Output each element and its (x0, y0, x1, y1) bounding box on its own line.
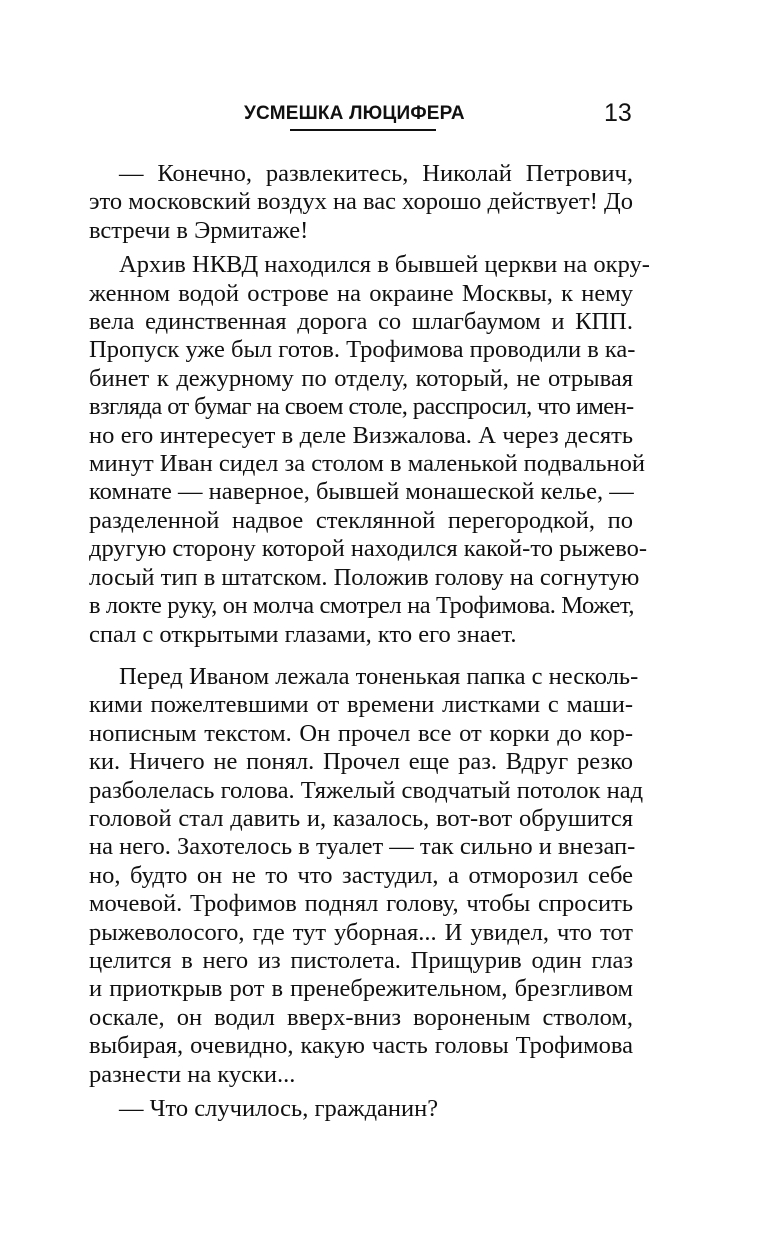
text-line: это московский воздух на вас хорошо действует! До (89, 188, 634, 216)
text-line: вела единственная дорога со шлагбаумом и КПП. (89, 308, 633, 336)
paragraph (89, 160, 633, 245)
text-line: взгляда от бумаг на своем столе, расспросил, что имен- (89, 393, 634, 421)
text-line: Пропуск уже был готов. Трофимова проводили в ка- (89, 336, 636, 364)
text-line: разнести на куски... (89, 1060, 296, 1088)
text-line: разболелась голова. Тяжелый сводчатый потолок над (89, 776, 644, 804)
text-line: но, будто он не то что застудил, а отморозил себе (89, 861, 633, 889)
text-line: кими пожелтевшими от времени листками с маши- (89, 691, 633, 719)
text-line: Архив НКВД находился в бывшей церкви на окру- (119, 251, 650, 279)
text-line: — Что случилось, гражданин? (119, 1095, 439, 1122)
text-line: Перед Иваном лежала тоненькая папка с несколь- (119, 662, 639, 690)
paragraph (89, 662, 644, 1089)
body-text (89, 160, 650, 1123)
text-line: лосый тип в штатском. Положив голову на согнутую (89, 563, 640, 591)
text-line: нописным текстом. Он прочел все от корки до кор- (89, 719, 633, 747)
running-head-title: УСМЕШКА ЛЮЦИФЕРА (244, 103, 465, 124)
running-head-underline (290, 129, 436, 131)
paragraph (89, 1095, 633, 1123)
text-line: ки. Ничего не понял. Прочел еще раз. Вдруг резко (89, 748, 633, 776)
text-line: и приоткрыв рот в пренебрежительном, брезгливом (89, 975, 633, 1003)
text-line: на него. Захотелось в туалет — так сильно и внезап- (89, 833, 636, 861)
text-line: разделенной надвое стеклянной перегородкой, по (89, 506, 633, 534)
text-line: мочевой. Трофимов поднял голову, чтобы спросить (89, 890, 633, 918)
text-line: оскале, он водил вверх-вниз вороненым стволом, (89, 1003, 633, 1031)
text-line: бинет к дежурному по отделу, который, не отрывая (89, 364, 633, 392)
text-line: — Конечно, развлекитесь, Николай Петрович, (119, 160, 633, 187)
text-line: минут Иван сидел за столом в маленькой подвальной (89, 450, 646, 478)
paragraph (89, 251, 650, 649)
text-line: целится в него из пистолета. Прищурив один глаз (89, 946, 633, 974)
text-line: но его интересует в деле Визжалова. А через десять (89, 421, 633, 449)
text-line: женном водой острове на окраине Москвы, к нему (89, 279, 633, 307)
text-line: в локте руку, он молча смотрел на Трофимова. Может, (89, 592, 635, 620)
text-line: спал с открытыми глазами, кто его знает. (89, 620, 517, 648)
text-line: головой стал давить и, казалось, вот-вот обрушится (89, 804, 633, 832)
text-line: рыжеволосого, где тут уборная... И увидел, что тот (89, 918, 633, 946)
text-line: комнате — наверное, бывшей монашеской келье, — (89, 478, 634, 506)
text-line: встречи в Эрмитаже! (89, 216, 309, 244)
page-number: 13 (604, 99, 632, 127)
text-line: другую сторону которой находился какой-то рыжево- (89, 535, 648, 563)
text-line: выбирая, очевидно, какую часть головы Трофимова (89, 1032, 633, 1060)
